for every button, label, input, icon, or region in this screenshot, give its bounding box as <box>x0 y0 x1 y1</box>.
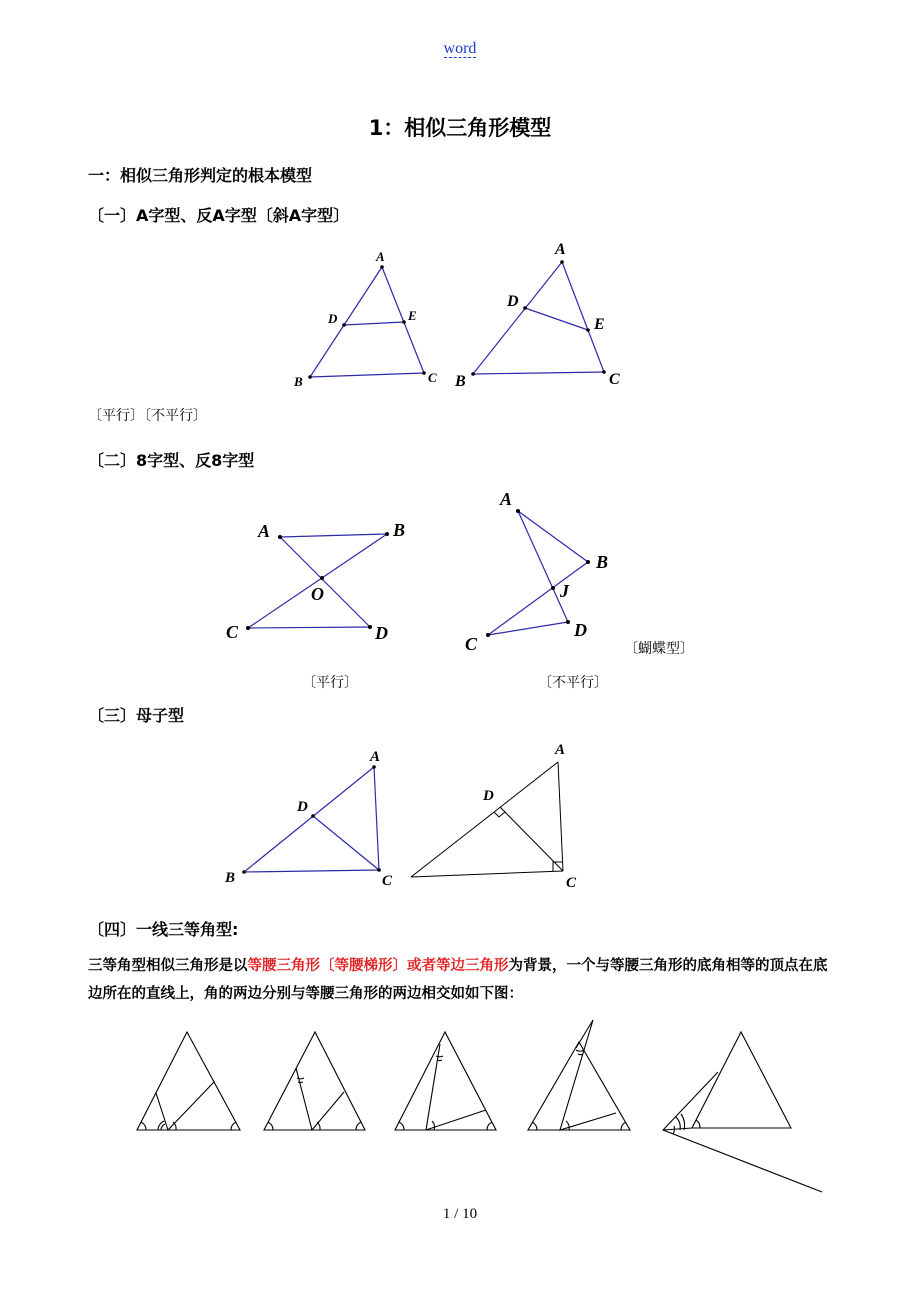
section-heading-three-angles: 〔四〕一线三等角型: <box>88 920 239 939</box>
header-link[interactable]: word <box>443 40 477 57</box>
three-angles-paragraph <box>88 952 828 1008</box>
label-c: C <box>428 370 437 385</box>
caption-parallel: 〔平行〕 <box>302 675 358 691</box>
caption-a-shape: 〔平行〕〔不平行〕 <box>88 408 207 424</box>
label-j: J <box>560 581 569 601</box>
label-d: D <box>483 788 494 804</box>
section-heading-8-shape: 〔二〕8字型、反8字型 <box>88 451 255 470</box>
label-c: C <box>609 371 620 388</box>
8-shape-figures <box>0 480 920 665</box>
section-heading-main: 一：相似三角形判定的根本模型 <box>88 166 313 185</box>
label-o: O <box>311 584 324 604</box>
paragraph-text-2: 为背景，一个与等腰三角形的底角相等的顶点在底边所在的直线上，角的两边分别与等腰三角形的两边相交如如下图： <box>88 958 828 1002</box>
label-d: D <box>297 799 308 815</box>
label-a: A <box>258 521 271 541</box>
label-a: A <box>500 489 513 509</box>
label-d: D <box>328 311 338 326</box>
label-b: B <box>294 374 303 389</box>
label-a: A <box>555 241 566 258</box>
label-b: B <box>225 870 236 886</box>
page-header <box>0 40 920 58</box>
paragraph-text-1: 三等角型相似三角形是以 <box>88 958 248 974</box>
label-c: C <box>566 875 577 891</box>
mother-child-figures <box>0 735 920 895</box>
label-b: B <box>455 373 466 390</box>
section-heading-a-shape: 〔一〕A字型、反A字型〔斜A字型〕 <box>88 206 350 225</box>
three-angles-figures <box>0 1020 920 1200</box>
label-d: D <box>507 293 519 310</box>
label-c: C <box>226 622 239 642</box>
a-shape-figures <box>0 240 920 400</box>
paragraph-highlight: 等腰三角形〔等腰梯形〕或者等边三角形 <box>247 958 509 974</box>
section-heading-mother-child: 〔三〕母子型 <box>88 706 185 725</box>
label-b: B <box>596 552 609 572</box>
label-b: B <box>393 520 406 540</box>
label-c: C <box>465 634 478 654</box>
label-d: D <box>375 623 388 643</box>
label-d: D <box>574 620 587 640</box>
label-e: E <box>408 308 417 323</box>
caption-nonparallel: 〔不平行〕 <box>538 675 608 691</box>
page-footer: 1 / 10 <box>442 1206 478 1222</box>
label-c: C <box>382 873 393 889</box>
label-a: A <box>555 742 566 758</box>
caption-butterfly: 〔蝴蝶型〕 <box>624 641 694 657</box>
label-a: A <box>376 249 385 264</box>
label-e: E <box>594 316 605 333</box>
label-a: A <box>370 749 381 765</box>
page-title: 1：相似三角形模型 <box>368 116 552 140</box>
